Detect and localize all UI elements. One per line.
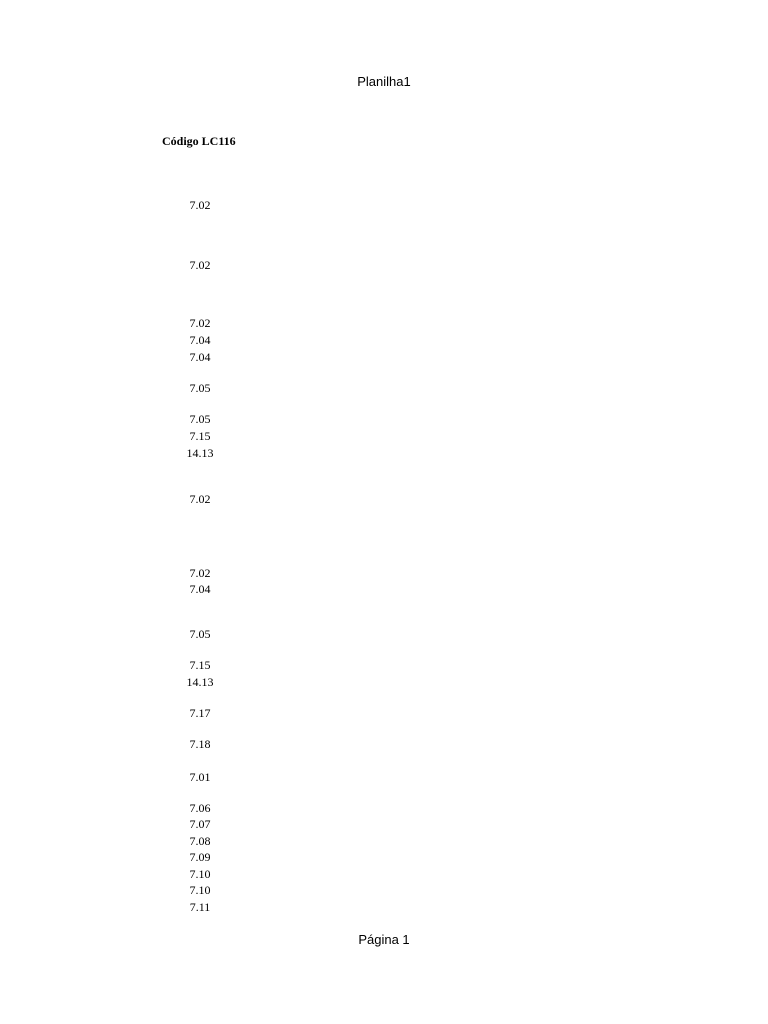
code-cell: 7.04 <box>189 582 211 596</box>
column-header-codigo-lc116: Código LC116 <box>162 134 236 148</box>
code-cell: 7.02 <box>189 198 211 212</box>
code-cell: 7.07 <box>189 817 211 831</box>
code-cell: 7.05 <box>189 381 211 395</box>
code-cell: 7.18 <box>189 737 211 751</box>
code-cell: 7.15 <box>189 429 211 443</box>
sheet-title: Planilha1 <box>357 74 411 89</box>
code-cell: 7.02 <box>189 566 211 580</box>
code-cell: 7.04 <box>189 333 211 347</box>
code-cell: 7.10 <box>189 883 211 897</box>
code-cell: 7.11 <box>189 900 211 914</box>
code-cell: 14.13 <box>186 446 214 460</box>
code-cell: 14.13 <box>186 675 214 689</box>
code-cell: 7.15 <box>189 658 211 672</box>
page-footer: Página 1 <box>358 932 410 947</box>
code-cell: 7.02 <box>189 492 211 506</box>
code-cell: 7.10 <box>189 867 211 881</box>
code-cell: 7.06 <box>189 801 211 815</box>
code-cell: 7.02 <box>189 316 211 330</box>
code-cell: 7.05 <box>189 412 211 426</box>
code-cell: 7.17 <box>189 706 211 720</box>
code-cell: 7.04 <box>189 350 211 364</box>
code-cell: 7.08 <box>189 834 211 848</box>
code-cell: 7.01 <box>189 770 211 784</box>
code-cell: 7.02 <box>189 258 211 272</box>
code-cell: 7.05 <box>189 627 211 641</box>
code-cell: 7.09 <box>189 850 211 864</box>
